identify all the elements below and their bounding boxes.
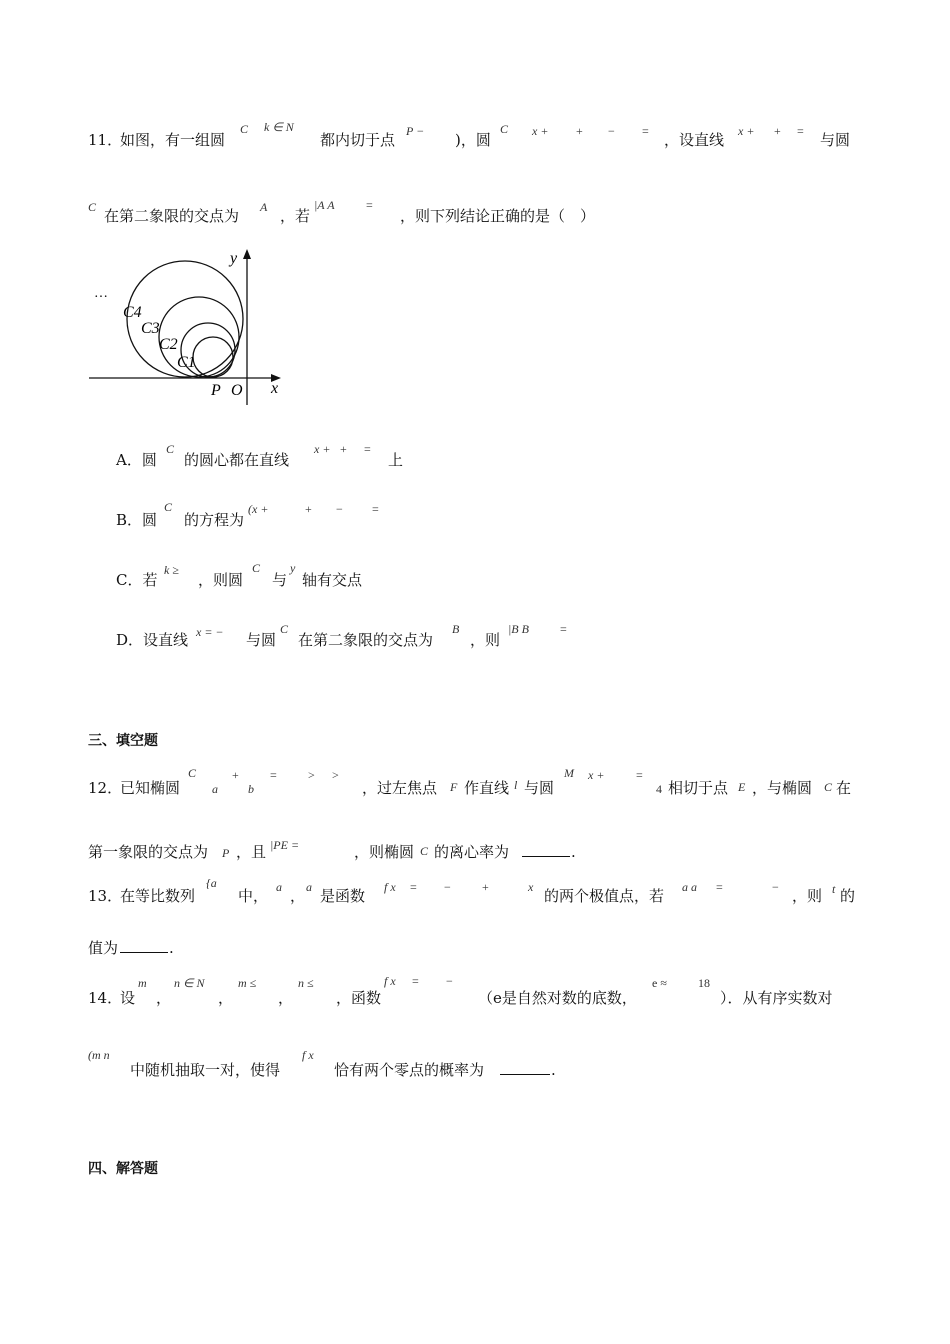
math: m <box>138 976 147 990</box>
text: ，若 <box>280 207 311 225</box>
math: C <box>188 766 197 780</box>
math: − <box>444 880 451 894</box>
math: + <box>305 502 312 516</box>
text: ，则下列结论正确的是（ ） <box>400 207 596 225</box>
math: (m n <box>88 1048 110 1062</box>
text: 的两个极值点，若 <box>544 887 665 905</box>
question-number: 14． <box>88 989 123 1007</box>
math: − <box>608 124 615 138</box>
text: ，且 <box>236 843 267 861</box>
text: 已知椭圆 <box>120 779 181 797</box>
text: 都内切于点 <box>320 131 396 149</box>
text: 在第二象限的交点为 <box>298 631 434 649</box>
text: ，则 <box>792 887 823 905</box>
math: C <box>824 780 833 794</box>
math: a a <box>682 880 697 894</box>
math: M <box>564 766 574 780</box>
text: 与 <box>272 571 288 589</box>
math: a <box>212 782 218 796</box>
math: = <box>410 880 417 894</box>
math: y <box>290 561 296 575</box>
text: 的方程为 <box>184 511 245 529</box>
math: x + <box>738 124 755 138</box>
text: ，则 <box>470 631 501 649</box>
math: = <box>560 622 567 636</box>
question-number: 13． <box>88 887 123 905</box>
math: B <box>452 622 460 636</box>
text: 的圆心都在直线 <box>184 451 290 469</box>
text: . <box>571 843 576 861</box>
text: ， <box>278 989 294 1007</box>
x-axis-label: x <box>271 380 279 397</box>
text: 是函数 <box>320 887 366 905</box>
math: x + <box>532 124 549 138</box>
text: 第一象限的交点为 <box>88 843 209 861</box>
text: 在第二象限的交点为 <box>104 207 240 225</box>
question-number: 11． <box>88 131 123 149</box>
text: 值为 <box>88 939 119 957</box>
text: 的离心率为 <box>434 843 510 861</box>
question-number: 12． <box>88 779 123 797</box>
circle-label: C3 <box>141 320 160 337</box>
math: C <box>420 844 429 858</box>
math: t <box>832 882 836 896</box>
text: )，圆 <box>455 131 491 149</box>
math: = <box>364 442 371 456</box>
math: b <box>248 782 254 796</box>
math: C <box>88 200 97 214</box>
answer-blank[interactable] <box>500 1074 550 1075</box>
math: − <box>446 974 453 988</box>
math: |B B <box>508 622 529 636</box>
section-heading: 四、解答题 <box>88 1161 158 1177</box>
section-heading: 三、填空题 <box>88 733 158 749</box>
option-label: D．设直线 <box>116 631 189 649</box>
point-o-label: O <box>231 382 243 399</box>
option-label: C．若 <box>116 571 158 589</box>
math: A <box>260 200 268 214</box>
text: 如图，有一组圆 <box>120 131 226 149</box>
math: n ∈ N <box>174 976 205 990</box>
text: 作直线 <box>464 779 510 797</box>
text: 与圆 <box>820 131 851 149</box>
math: + <box>340 442 347 456</box>
math: − <box>336 502 343 516</box>
text: . <box>169 939 174 957</box>
text: ， <box>290 887 306 905</box>
math: |A A <box>314 198 335 212</box>
math: − <box>772 880 779 894</box>
circles-figure <box>85 245 295 405</box>
math: (x + <box>248 502 269 516</box>
text: 中随机抽取一对，使得 <box>130 1061 281 1079</box>
y-axis-label: y <box>230 250 238 267</box>
text: ，与椭圆 <box>752 779 813 797</box>
text: ，函数 <box>336 989 382 1007</box>
math: = <box>366 198 373 212</box>
math: 4 <box>656 782 662 796</box>
math: x <box>528 880 534 894</box>
math: P − <box>406 124 425 138</box>
math: = <box>797 124 804 138</box>
circle-c1 <box>193 337 233 377</box>
math: + <box>774 124 781 138</box>
circle-label: C4 <box>123 304 142 321</box>
text: . <box>551 1061 556 1079</box>
math: f x <box>384 974 396 988</box>
text: ，设直线 <box>664 131 725 149</box>
y-axis-arrow <box>243 249 251 259</box>
math: {a <box>206 876 217 890</box>
text: 轴有交点 <box>302 571 363 589</box>
math: C <box>240 122 249 136</box>
option-label: A．圆 <box>116 451 157 469</box>
answer-blank[interactable] <box>522 856 570 857</box>
math: = <box>716 880 723 894</box>
math: a <box>276 880 282 894</box>
math: l <box>514 778 518 792</box>
text: 与圆 <box>246 631 277 649</box>
text: 相切于点 <box>668 779 729 797</box>
math: + <box>482 880 489 894</box>
math: f x <box>384 880 396 894</box>
text: 设 <box>120 989 136 1007</box>
math: C <box>500 122 509 136</box>
math: C <box>280 622 289 636</box>
ellipsis-label: … <box>95 286 108 301</box>
text: ，则圆 <box>198 571 244 589</box>
math: = <box>412 974 419 988</box>
text: 在等比数列 <box>120 887 196 905</box>
text: 与圆 <box>524 779 555 797</box>
text: 在 <box>836 779 852 797</box>
math: C <box>166 442 175 456</box>
math: k ∈ N <box>264 120 294 134</box>
text: 中， <box>238 887 269 905</box>
math: x + <box>314 442 331 456</box>
math: = <box>372 502 379 516</box>
math: + <box>232 768 239 782</box>
math: > <box>332 768 339 782</box>
text: ，则椭圆 <box>354 843 415 861</box>
text: 恰有两个零点的概率为 <box>334 1061 485 1079</box>
math: x = − <box>196 625 224 639</box>
point-p-label: P <box>211 382 221 399</box>
text: 的 <box>840 887 856 905</box>
math: + <box>576 124 583 138</box>
math: e ≈ <box>652 976 667 990</box>
math: C <box>252 561 261 575</box>
math: = <box>636 768 643 782</box>
math: n ≤ <box>298 976 314 990</box>
text: （e是自然对数的底数， <box>478 989 637 1007</box>
math: m ≤ <box>238 976 257 990</box>
text: 上 <box>388 451 404 469</box>
circle-label: C1 <box>177 354 196 371</box>
text: ，过左焦点 <box>362 779 438 797</box>
math: x + <box>588 768 605 782</box>
math: C <box>164 500 173 514</box>
math: |PE = <box>270 838 300 852</box>
math: P <box>222 846 230 860</box>
math: > <box>308 768 315 782</box>
math: 18 <box>698 976 710 990</box>
option-label: B．圆 <box>116 511 158 529</box>
math: F <box>450 780 458 794</box>
text: ， <box>156 989 172 1007</box>
math: E <box>738 780 746 794</box>
circle-label: C2 <box>159 336 178 353</box>
answer-blank[interactable] <box>120 952 168 953</box>
math: a <box>306 880 312 894</box>
text: ）．从有序实数对 <box>720 989 833 1007</box>
math: = <box>270 768 277 782</box>
math: f x <box>302 1048 314 1062</box>
math: = <box>642 124 649 138</box>
math: k ≥ <box>164 563 179 577</box>
text: ， <box>218 989 234 1007</box>
